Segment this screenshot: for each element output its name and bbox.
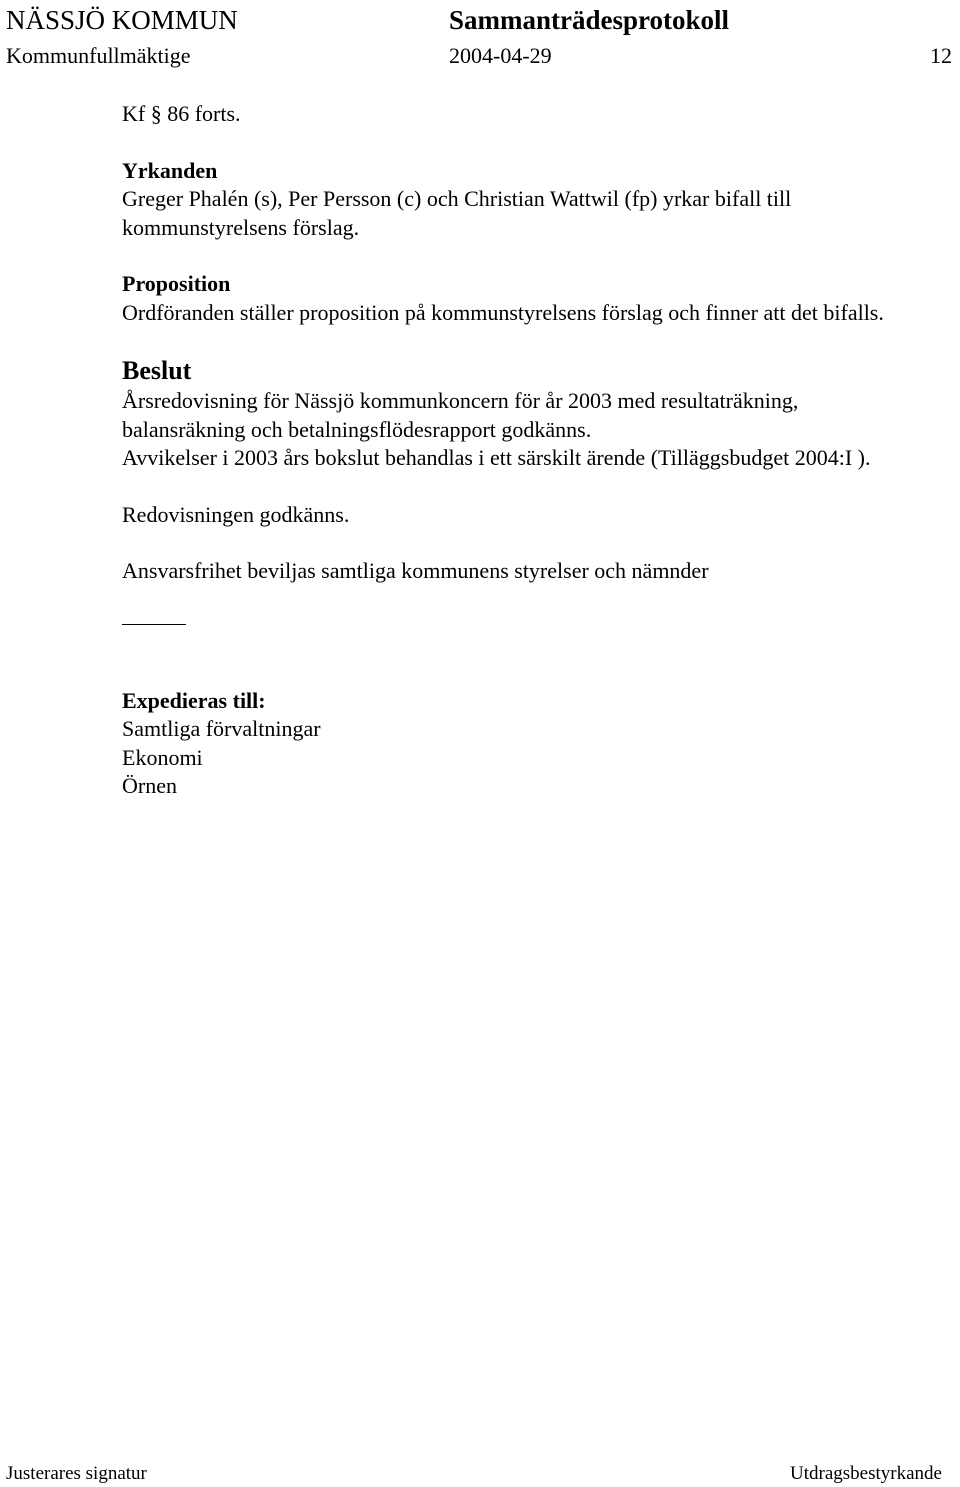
beslut-paragraph: Redovisningen godkänns. xyxy=(122,501,350,527)
proposition-heading: Proposition xyxy=(122,271,231,296)
meeting-date: 2004-04-29 xyxy=(449,43,552,68)
meeting-body: Kommunfullmäktige xyxy=(6,43,191,68)
protocol-body xyxy=(122,100,922,801)
yrkanden-heading: Yrkanden xyxy=(122,157,218,183)
signature-label: Justerares signatur xyxy=(6,1463,147,1484)
beslut-paragraph: Ansvarsfrihet beviljas samtliga kommunens styrelser och nämnder xyxy=(122,558,709,583)
certification-label: Utdragsbestyrkande xyxy=(790,1463,942,1484)
recipient-item: Ekonomi xyxy=(122,744,203,770)
document-type: Sammanträdesprotokoll xyxy=(449,5,730,35)
beslut-paragraph: Årsredovisning för Nässjö kommunkoncern för år 2003 med resultaträkning, balansräkning och betalningsflödesrapport godkänns. xyxy=(122,388,799,442)
expedieras-heading: Expedieras till: xyxy=(122,687,266,713)
municipality-name: NÄSSJÖ KOMMUN xyxy=(6,5,238,35)
recipient-item: Samtliga förvaltningar xyxy=(122,716,321,741)
recipient-item: Örnen xyxy=(122,773,177,798)
page-number: 12 xyxy=(930,43,952,68)
beslut-heading: Beslut xyxy=(122,356,192,385)
section-reference: Kf § 86 forts. xyxy=(122,101,241,126)
separator-rule xyxy=(122,624,186,625)
proposition-text: Ordföranden ställer proposition på kommunstyrelsens förslag och finner att det bifalls. xyxy=(122,299,884,325)
yrkanden-text: Greger Phalén (s), Per Persson (c) och Christian Wattwil (fp) yrkar bifall till kommunstyrelsens förslag. xyxy=(122,186,792,240)
beslut-paragraph: Avvikelser i 2003 års bokslut behandlas i ett särskilt ärende (Tilläggsbudget 2004:I ). xyxy=(122,445,871,470)
